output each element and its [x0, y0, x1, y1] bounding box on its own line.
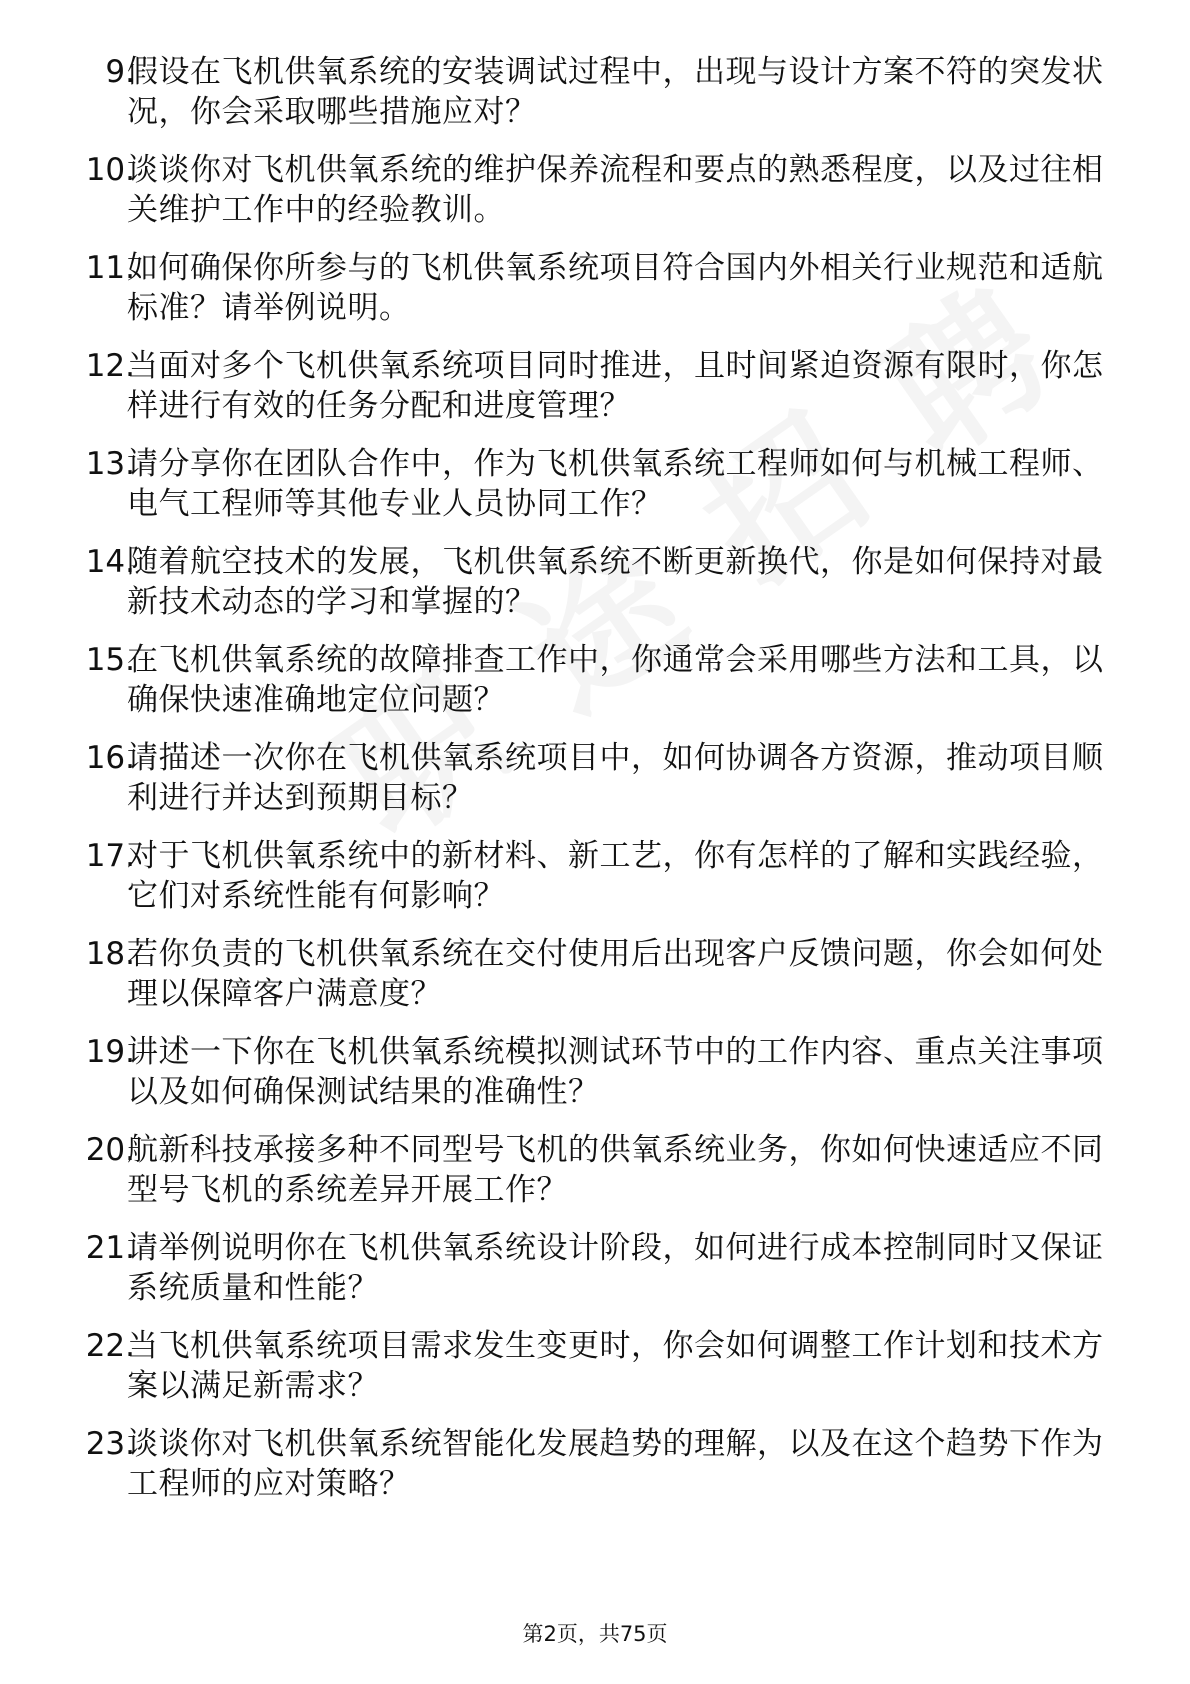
- question-number: 16.: [85, 740, 135, 776]
- question-item-11: [0, 248, 1190, 346]
- question-text: 请分享你在团队合作中，作为飞机供氧系统工程师如何与机械工程师、电气工程师等其他专业人员协同工作？: [127, 446, 1104, 522]
- question-number: 13.: [85, 446, 135, 482]
- question-text: 请描述一次你在飞机供氧系统项目中，如何协调各方资源，推动项目顺利进行并达到预期目标？: [127, 740, 1104, 816]
- question-number: 17.: [85, 838, 135, 874]
- question-item-12: [0, 346, 1190, 444]
- question-number: 10.: [85, 152, 135, 188]
- question-number: 18.: [85, 936, 135, 972]
- question-item-23: [0, 1424, 1190, 1522]
- question-number: 11.: [85, 250, 135, 286]
- question-text: 讲述一下你在飞机供氧系统模拟测试环节中的工作内容、重点关注事项以及如何确保测试结果的准确性？: [127, 1034, 1104, 1110]
- question-list: [0, 52, 1190, 1522]
- question-text: 假设在飞机供氧系统的安装调试过程中，出现与设计方案不符的突发状况，你会采取哪些措施应对？: [127, 54, 1104, 130]
- question-item-21: [0, 1228, 1190, 1326]
- question-number: 15.: [85, 642, 135, 678]
- question-text: 对于飞机供氧系统中的新材料、新工艺，你有怎样的了解和实践经验，它们对系统性能有何影响？: [127, 838, 1104, 914]
- question-text: 谈谈你对飞机供氧系统智能化发展趋势的理解，以及在这个趋势下作为工程师的应对策略？: [127, 1426, 1104, 1502]
- question-number: 12.: [85, 348, 135, 384]
- question-item-16: [0, 738, 1190, 836]
- question-number: 19.: [85, 1034, 135, 1070]
- question-item-22: [0, 1326, 1190, 1424]
- question-item-13: [0, 444, 1190, 542]
- question-text: 当面对多个飞机供氧系统项目同时推进，且时间紧迫资源有限时，你怎样进行有效的任务分配和进度管理？: [127, 348, 1104, 424]
- question-item-14: [0, 542, 1190, 640]
- question-text: 如何确保你所参与的飞机供氧系统项目符合国内外相关行业规范和适航标准？请举例说明。: [127, 250, 1104, 326]
- question-number: 23.: [85, 1426, 135, 1462]
- question-text: 当飞机供氧系统项目需求发生变更时，你会如何调整工作计划和技术方案以满足新需求？: [127, 1328, 1104, 1404]
- page-number-footer: 第2页，共75页: [522, 1622, 668, 1646]
- question-number: 22.: [85, 1328, 135, 1364]
- question-text: 谈谈你对飞机供氧系统的维护保养流程和要点的熟悉程度，以及过往相关维护工作中的经验教训。: [127, 152, 1104, 228]
- question-number: 9.: [105, 54, 135, 90]
- question-item-17: [0, 836, 1190, 934]
- question-number: 14.: [85, 544, 135, 580]
- question-number: 21.: [85, 1230, 135, 1266]
- question-item-15: [0, 640, 1190, 738]
- question-item-19: [0, 1032, 1190, 1130]
- question-item-9: [0, 52, 1190, 150]
- question-text: 随着航空技术的发展，飞机供氧系统不断更新换代，你是如何保持对最新技术动态的学习和掌握的？: [127, 544, 1104, 620]
- question-text: 航新科技承接多种不同型号飞机的供氧系统业务，你如何快速适应不同型号飞机的系统差异开展工作？: [127, 1132, 1104, 1208]
- question-text: 请举例说明你在飞机供氧系统设计阶段，如何进行成本控制同时又保证系统质量和性能？: [127, 1230, 1104, 1306]
- question-text: 在飞机供氧系统的故障排查工作中，你通常会采用哪些方法和工具，以确保快速准确地定位问题？: [127, 642, 1104, 718]
- question-item-18: [0, 934, 1190, 1032]
- question-item-10: [0, 150, 1190, 248]
- question-item-20: [0, 1130, 1190, 1228]
- question-text: 若你负责的飞机供氧系统在交付使用后出现客户反馈问题，你会如何处理以保障客户满意度？: [127, 936, 1104, 1012]
- question-number: 20.: [85, 1132, 135, 1168]
